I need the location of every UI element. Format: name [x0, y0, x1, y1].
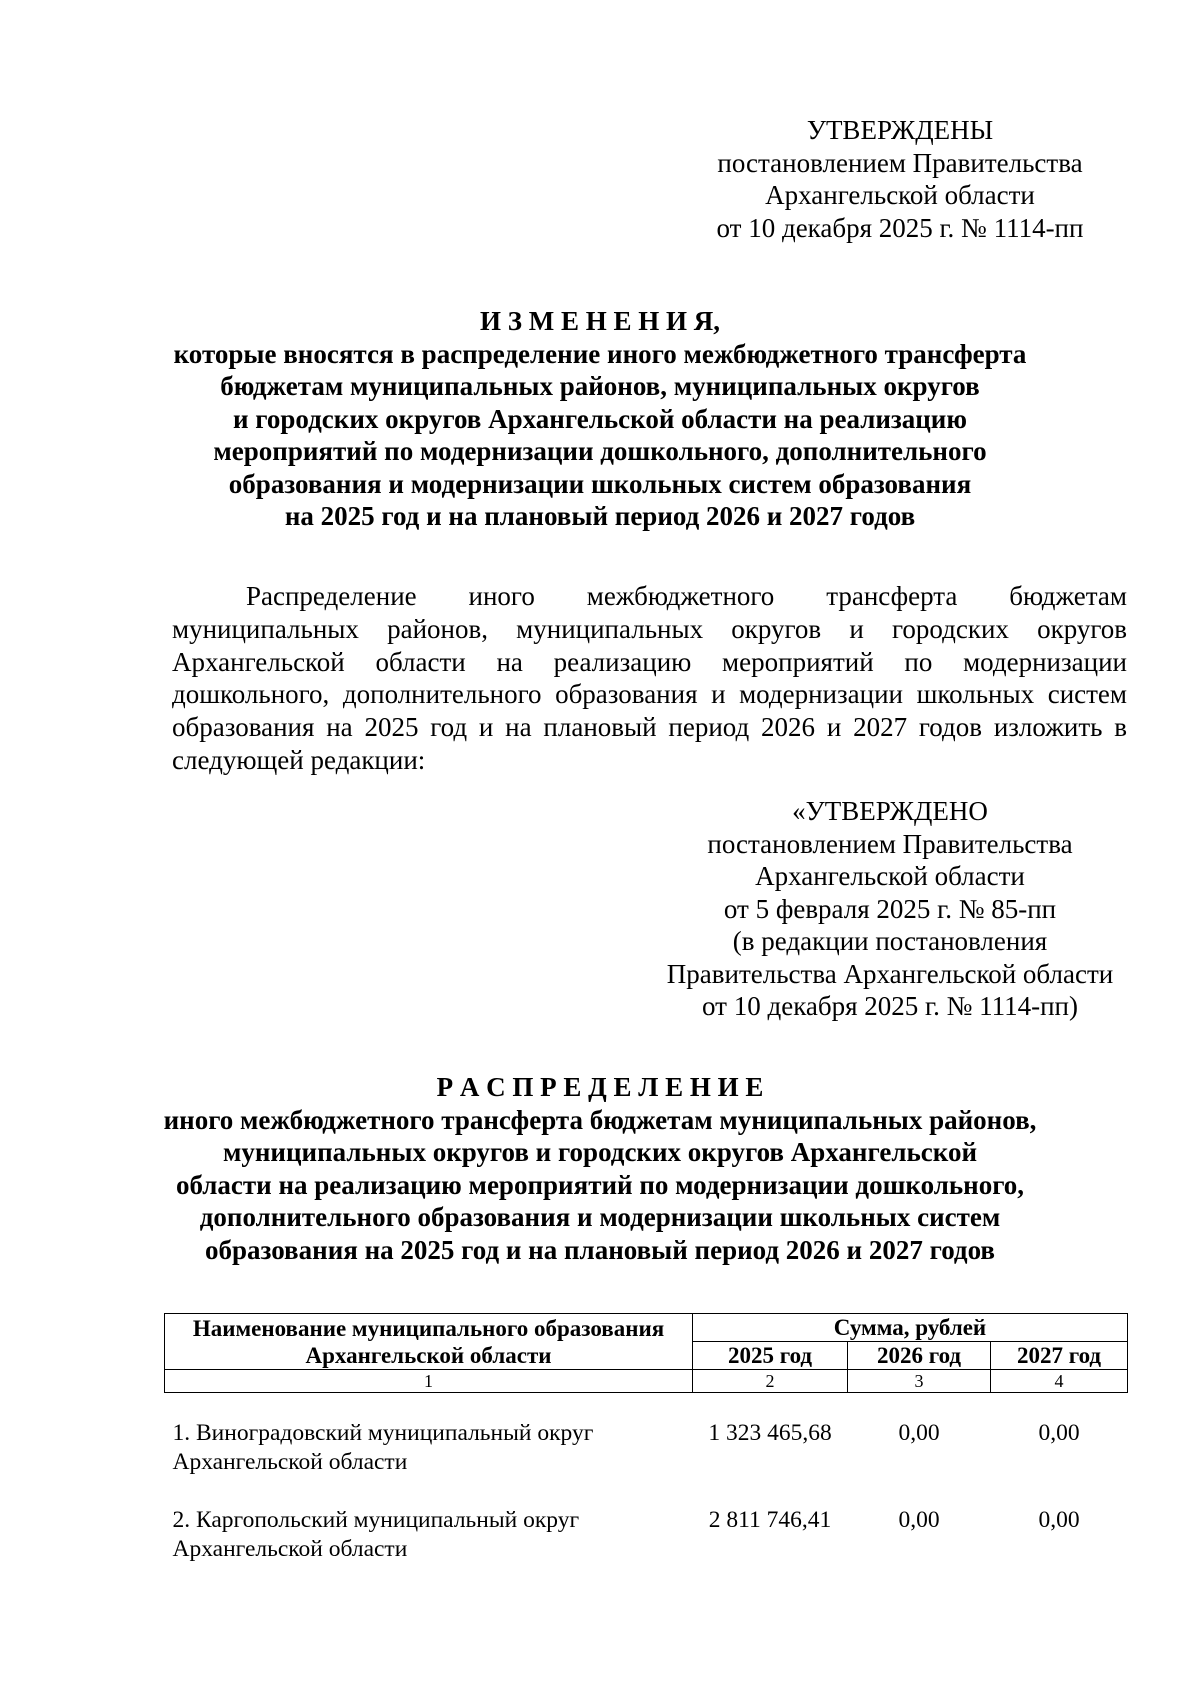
- distribution-title: [120, 1071, 1080, 1266]
- quoted-approval-line: Правительства Архангельской области: [666, 958, 1114, 989]
- quoted-approval-line: от 5 февраля 2025 г. № 85-пп: [723, 893, 1057, 924]
- approval-stamp: [680, 114, 1120, 244]
- header-year-2026: 2026 год: [848, 1342, 991, 1370]
- header-year-2027: 2027 год: [991, 1342, 1128, 1370]
- municipality-name: 2. Каргопольский муниципальный округ Архангельской области: [172, 1507, 580, 1562]
- amount-2026: 0,00: [898, 1420, 940, 1446]
- changes-heading: И З М Е Н Е Н И Я,: [479, 306, 720, 336]
- body-paragraph: Распределение иного межбюджетного трансферта бюджетам муниципальных районов, муниципальных округов и городских округов Архангельской области на реализацию мероприятий по модернизации дошкольного, дополнительного образования и модернизации школьных систем образования на 2025 год и на плановый период 2026 и 2027 годов изложить в следующей редакции:: [172, 581, 1127, 775]
- distribution-title-line: муниципальных округов и городских округов Архангельской: [222, 1137, 978, 1167]
- quoted-approval-line: Архангельской области: [755, 861, 1025, 891]
- amount-2027: 0,00: [1038, 1507, 1080, 1533]
- header-sum: Сумма, рублей: [693, 1314, 1128, 1342]
- header-year-2025: 2025 год: [693, 1342, 848, 1370]
- quoted-approval-line: постановлением Правительства: [707, 828, 1073, 859]
- amount-2025: 2 811 746,41: [708, 1507, 832, 1533]
- changes-title-line: на 2025 год и на плановый период 2026 и 2027 годов: [284, 501, 916, 531]
- approval-line: от 10 декабря 2025 г. № 1114-пп: [716, 212, 1084, 243]
- approval-line: Архангельской области: [765, 180, 1035, 210]
- column-number: 4: [991, 1370, 1128, 1393]
- municipality-name: 1. Виноградовский муниципальный округ Архангельской области: [172, 1420, 594, 1475]
- distribution-heading: Р А С П Р Е Д Е Л Е Н И Е: [436, 1072, 764, 1102]
- changes-title: [140, 305, 1060, 533]
- distribution-title-line: дополнительного образования и модернизации школьных систем: [199, 1202, 1001, 1232]
- quoted-approval-line: от 10 декабря 2025 г. № 1114-пп): [702, 991, 1078, 1021]
- quoted-approval-line: (в редакции постановления: [732, 926, 1048, 956]
- distribution-title-line: образования на 2025 год и на плановый период 2026 и 2027 годов: [205, 1234, 995, 1265]
- column-number: 2: [693, 1370, 848, 1393]
- distribution-title-line: иного межбюджетного трансферта бюджетам муниципальных районов,: [163, 1104, 1037, 1135]
- amount-2026: 0,00: [898, 1507, 940, 1533]
- changes-title-line: бюджетам муниципальных районов, муниципальных округов: [220, 371, 980, 401]
- table-row: [165, 1419, 1128, 1506]
- column-number: 1: [165, 1370, 693, 1393]
- amount-2025: 1 323 465,68: [708, 1420, 832, 1446]
- changes-title-line: и городских округов Архангельской области на реализацию: [233, 403, 967, 434]
- quoted-approval-line: «УТВЕРЖДЕНО: [792, 796, 988, 826]
- changes-title-line: которые вносятся в распределение иного межбюджетного трансферта: [173, 338, 1027, 369]
- distribution-table: [164, 1313, 1128, 1593]
- table-row: [165, 1506, 1128, 1593]
- column-number: 3: [848, 1370, 991, 1393]
- quoted-approval-stamp: [640, 795, 1140, 1023]
- header-municipality: Наименование муниципального образования Архангельской области: [165, 1314, 693, 1370]
- amount-2027: 0,00: [1038, 1420, 1080, 1446]
- changes-title-line: образования и модернизации школьных систем образования: [228, 468, 972, 499]
- distribution-title-line: области на реализацию мероприятий по модернизации дошкольного,: [175, 1169, 1025, 1200]
- approval-line: УТВЕРЖДЕНЫ: [806, 115, 994, 145]
- approval-line: постановлением Правительства: [717, 147, 1083, 178]
- changes-title-line: мероприятий по модернизации дошкольного, дополнительного: [213, 436, 987, 466]
